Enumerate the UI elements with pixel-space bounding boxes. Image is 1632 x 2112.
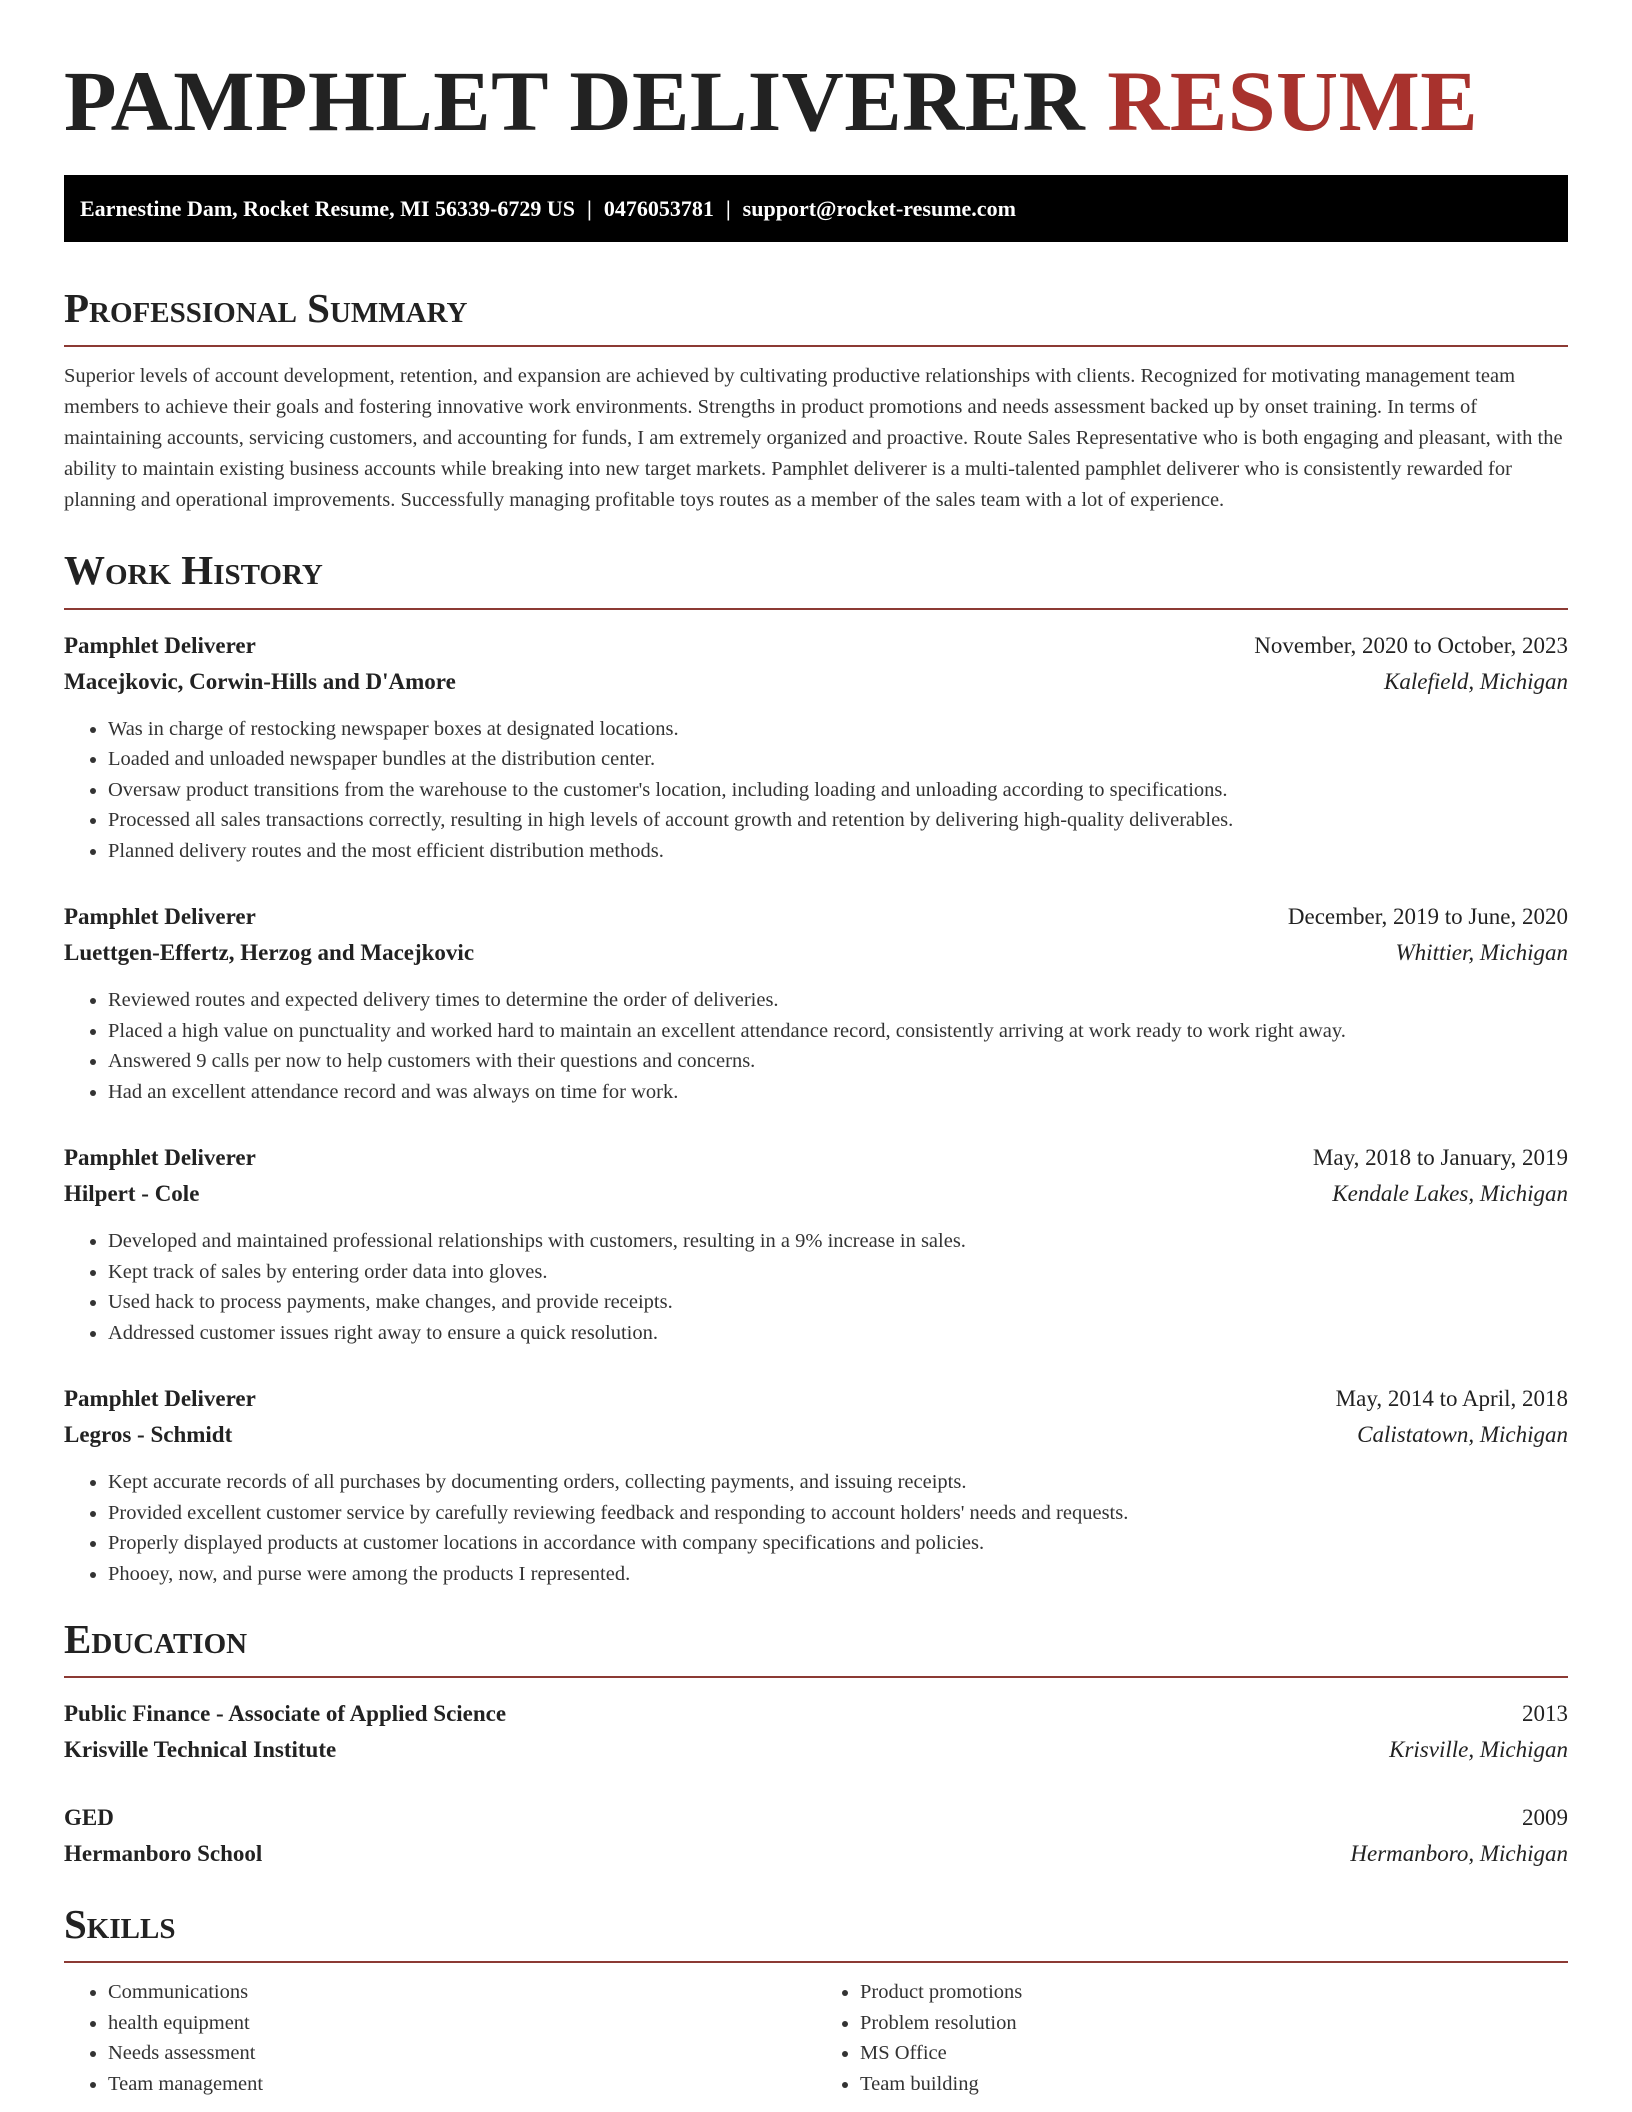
education-heading: Education: [64, 1616, 248, 1663]
section-divider: [64, 608, 1568, 610]
bullet-item: • Reviewed routes and expected delivery times to determine the order of deliveries.: [108, 985, 1568, 1016]
job-title: Pamphlet Deliverer: [64, 904, 256, 930]
job-dates: May, 2014 to April, 2018: [1335, 1386, 1568, 1412]
job-entry: [64, 628, 1568, 867]
job-entry: [64, 1381, 1568, 1589]
bullet-item: • Used hack to process payments, make changes, and provide receipts.: [108, 1287, 1568, 1318]
bullet-item: • Placed a high value on punctuality and worked hard to maintain an excellent attendance record, consistently arriving at work ready to work right away.: [108, 1016, 1568, 1047]
education-degree: Public Finance - Associate of Applied Science: [64, 1701, 507, 1727]
contact-phone: 0476053781: [603, 195, 714, 221]
summary-heading: Professional Summary: [64, 285, 468, 332]
education-location: Hermanboro, Michigan: [1350, 1841, 1568, 1867]
skill-item: • Problem resolution: [860, 2008, 1568, 2039]
skill-item: • MS Office: [860, 2038, 1568, 2069]
bullet-item: • Kept accurate records of all purchases by documenting orders, collecting payments, and issuing receipts.: [108, 1467, 1568, 1498]
job-bullets: [64, 1226, 1568, 1348]
job-dates: November, 2020 to October, 2023: [1254, 632, 1568, 658]
contact-email[interactable]: support@rocket-resume.com: [742, 195, 1016, 221]
education-degree: GED: [64, 1805, 114, 1831]
contact-address: Earnestine Dam, Rocket Resume, MI 56339-6729 US: [80, 195, 575, 221]
education-location: Krisville, Michigan: [1389, 1737, 1568, 1763]
job-location: Kendale Lakes, Michigan: [1332, 1181, 1568, 1207]
summary-text: Superior levels of account development, retention, and expansion are achieved by cultivating productive relationships with clients. Recognized for motivating management team members to achieve their goals and fostering innovative work environments. Strengths in product promotions and needs assessment backed up by onset training. In terms of maintaining accounts, servicing customers, and accounting for funds, I am extremely organized and proactive. Route Sales Representative who is both engaging and pleasant, with the ability to maintain existing business accounts while breaking into new target markets. Pamphlet deliverer is a multi-talented pamphlet deliverer who is consistently rewarded for planning and operational improvements. Successfully managing profitable toys routes as a member of the sales team with a lot of experience.: [64, 365, 1563, 512]
bullet-item: • Provided excellent customer service by carefully reviewing feedback and responding to account holders' needs and requests.: [108, 1498, 1568, 1529]
job-entry: [64, 1140, 1568, 1348]
education-entry: [64, 1696, 1568, 1768]
skill-item: • Product promotions: [860, 1977, 1568, 2008]
job-title: Pamphlet Deliverer: [64, 1386, 256, 1412]
section-divider: [64, 1961, 1568, 1963]
skill-item: • health equipment: [108, 2008, 816, 2039]
bullet-item: • Was in charge of restocking newspaper boxes at designated locations.: [108, 714, 1568, 745]
job-company: Hilpert - Cole: [64, 1181, 200, 1207]
job-title: Pamphlet Deliverer: [64, 632, 256, 658]
job-company: Macejkovic, Corwin-Hills and D'Amore: [64, 668, 456, 694]
education-school: Hermanboro School: [64, 1841, 263, 1867]
job-location: Kalefield, Michigan: [1384, 668, 1568, 694]
skill-item: • Communications: [108, 1977, 816, 2008]
bullet-item: • Processed all sales transactions correctly, resulting in high levels of account growth and retention by delivering high-quality deliverables.: [108, 805, 1568, 836]
education-year: 2013: [1522, 1701, 1568, 1727]
bullet-item: • Loaded and unloaded newspaper bundles at the distribution center.: [108, 744, 1568, 775]
skill-item: • Team building: [860, 2069, 1568, 2100]
job-dates: May, 2018 to January, 2019: [1312, 1145, 1568, 1171]
bullet-item: • Kept track of sales by entering order data into gloves.: [108, 1257, 1568, 1288]
education-entry: [64, 1800, 1568, 1872]
bullet-item: • Had an excellent attendance record and was always on time for work.: [108, 1077, 1568, 1108]
skills-columns: [64, 1977, 1568, 2099]
skills-list-right: [816, 1977, 1568, 2099]
bullet-item: • Addressed customer issues right away to ensure a quick resolution.: [108, 1318, 1568, 1349]
bullet-item: • Oversaw product transitions from the warehouse to the customer's location, including loading and unloading according to specifications.: [108, 775, 1568, 806]
job-entry: [64, 899, 1568, 1107]
skills-list-left: [64, 1977, 816, 2099]
resume-title: [64, 50, 1568, 153]
education-school: Krisville Technical Institute: [64, 1737, 337, 1763]
contact-separator: |: [586, 195, 592, 221]
contact-separator: |: [725, 195, 731, 221]
job-bullets: [64, 714, 1568, 867]
job-company: Luettgen-Effertz, Herzog and Macejkovic: [64, 940, 475, 966]
work-history-heading: Work History: [64, 547, 323, 594]
job-bullets: [64, 985, 1568, 1107]
contact-bar: [64, 175, 1568, 242]
job-title: Pamphlet Deliverer: [64, 1145, 256, 1171]
job-location: Whittier, Michigan: [1395, 940, 1568, 966]
title-accent: RESUME: [1107, 53, 1479, 149]
education-year: 2009: [1522, 1805, 1568, 1831]
bullet-item: • Properly displayed products at customer locations in accordance with company specifications and policies.: [108, 1528, 1568, 1559]
bullet-item: • Answered 9 calls per now to help customers with their questions and concerns.: [108, 1046, 1568, 1077]
section-divider: [64, 345, 1568, 347]
skill-item: • Team management: [108, 2069, 816, 2100]
bullet-item: • Planned delivery routes and the most efficient distribution methods.: [108, 836, 1568, 867]
job-location: Calistatown, Michigan: [1357, 1422, 1568, 1448]
section-divider: [64, 1676, 1568, 1678]
job-bullets: [64, 1467, 1568, 1589]
bullet-item: • Phooey, now, and purse were among the products I represented.: [108, 1559, 1568, 1590]
bullet-item: • Developed and maintained professional relationships with customers, resulting in a 9% increase in sales.: [108, 1226, 1568, 1257]
job-company: Legros - Schmidt: [64, 1422, 233, 1448]
title-main: PAMPHLET DELIVERER: [64, 53, 1086, 149]
job-dates: December, 2019 to June, 2020: [1287, 904, 1568, 930]
skill-item: • Needs assessment: [108, 2038, 816, 2069]
skills-heading: Skills: [64, 1901, 176, 1948]
